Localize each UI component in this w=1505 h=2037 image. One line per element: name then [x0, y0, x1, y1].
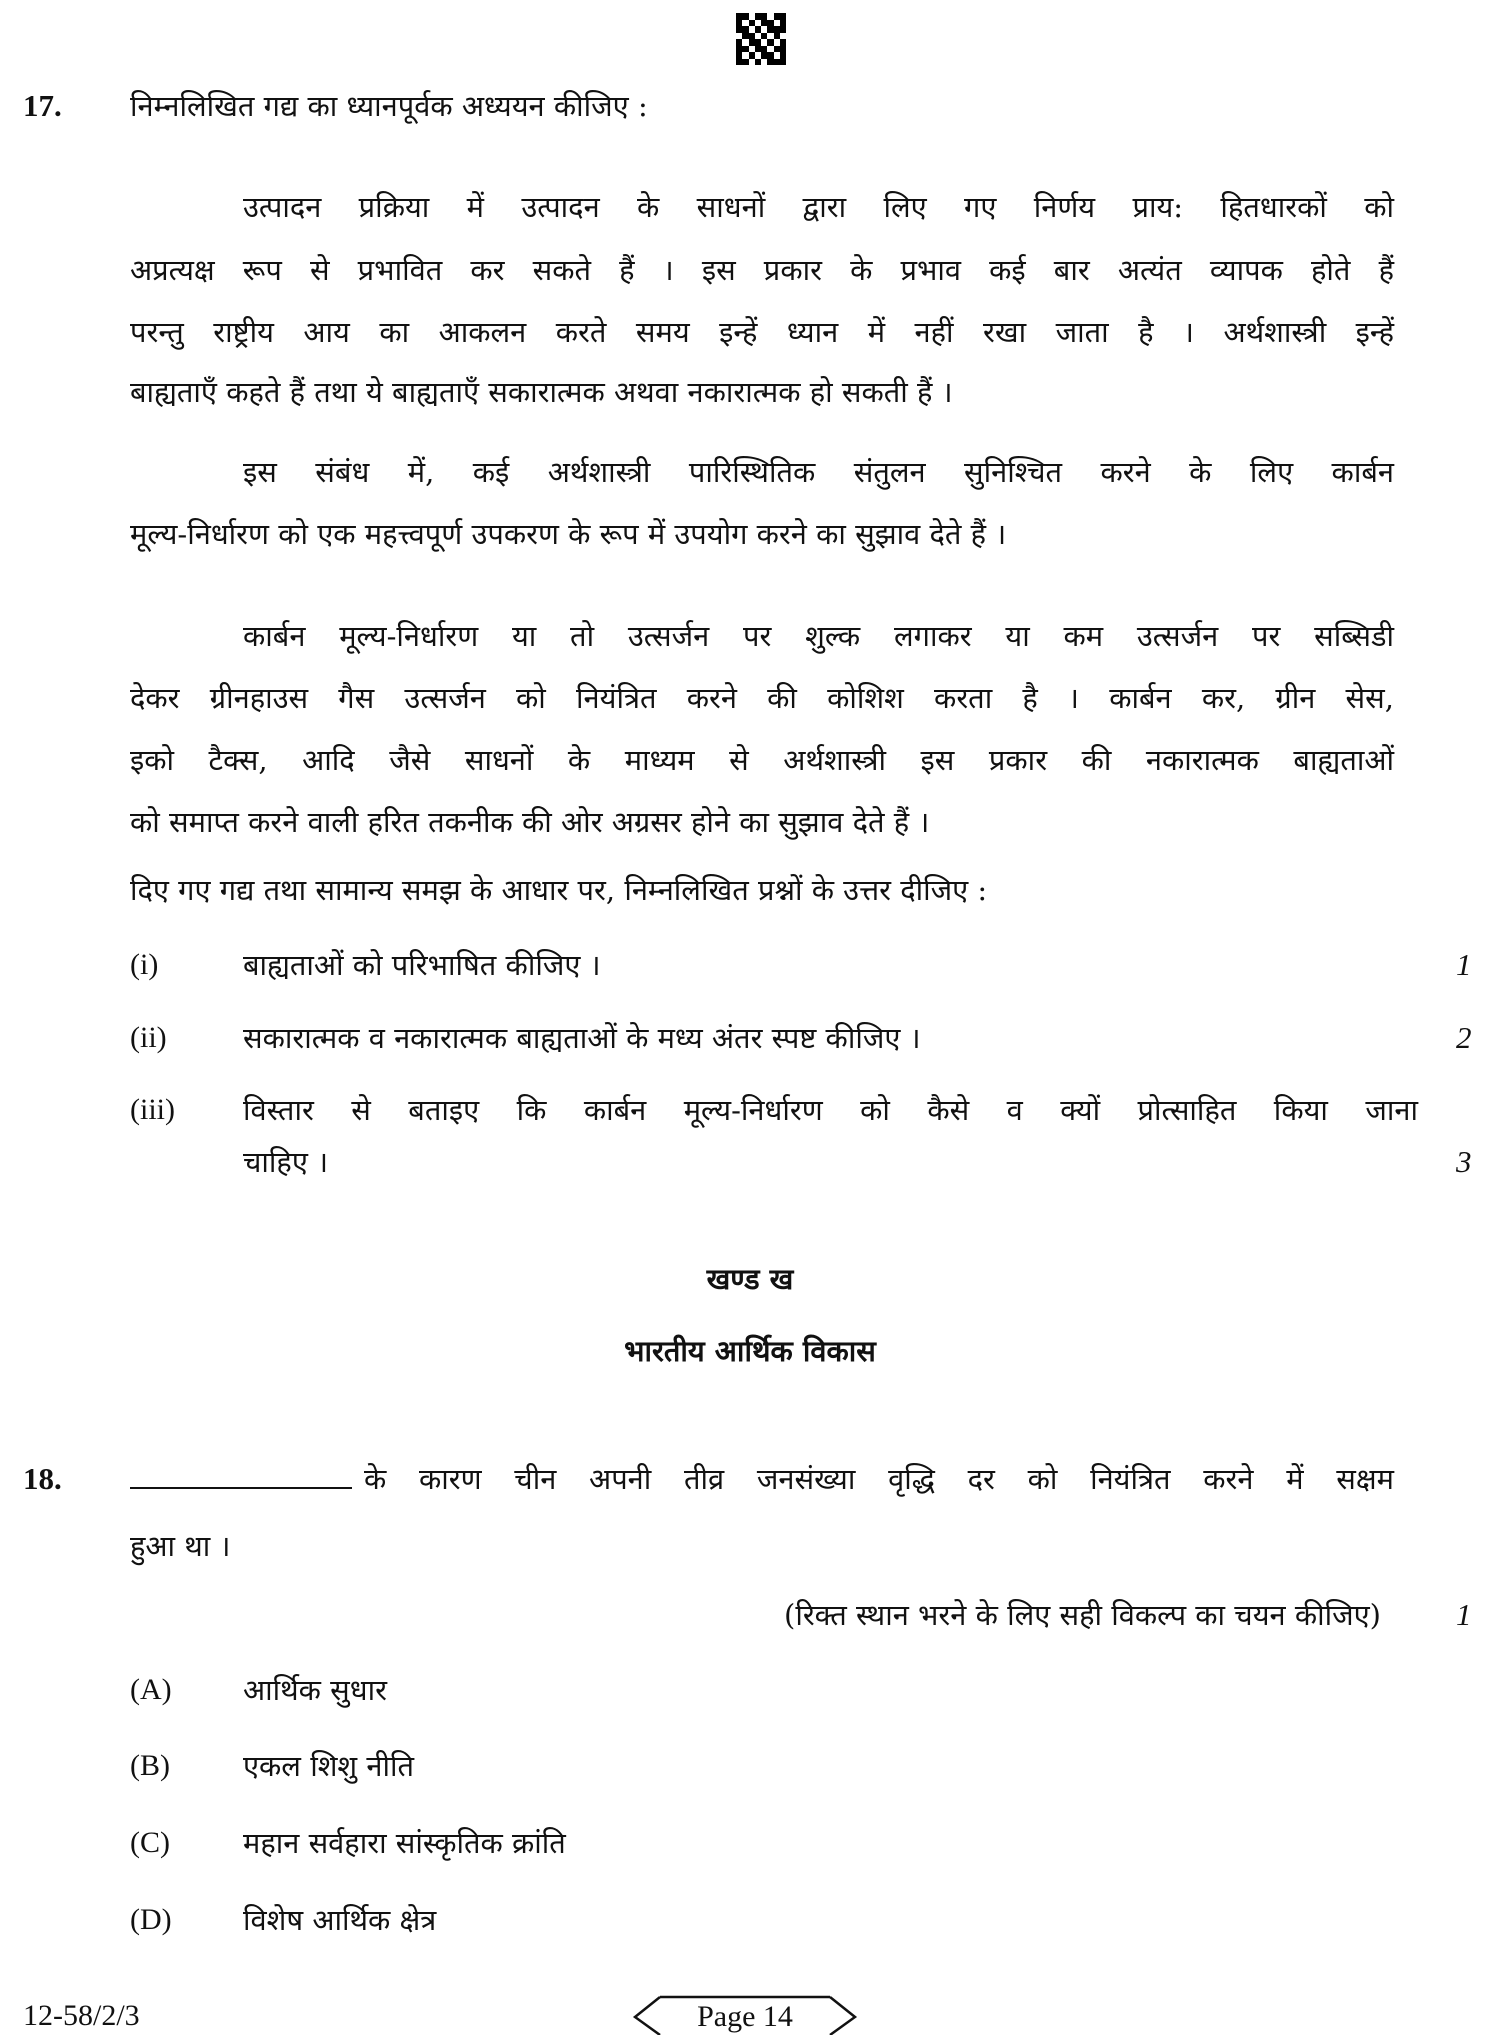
option-text: आर्थिक सुधार [243, 1673, 387, 1707]
subquestion-label: (ii) [130, 1021, 167, 1054]
question-hint: (रिक्त स्थान भरने के लिए सही विकल्प का चयन कीजिए) [784, 1598, 1381, 1632]
passage-line: कार्बन मूल्य-निर्धारण या तो उत्सर्जन पर शुल्क लगाकर या कम उत्सर्जन पर सब्सिडी [243, 619, 1394, 653]
subquestion-text: विस्तार से बताइए कि कार्बन मूल्य-निर्धारण को कैसे व क्यों प्रोत्साहित किया जाना [243, 1093, 1418, 1127]
fill-in-blank [130, 1459, 352, 1489]
question-instruction: निम्नलिखित गद्य का ध्यानपूर्वक अध्ययन कीजिए : [130, 89, 648, 123]
paper-code: 12-58/2/3 [23, 1999, 140, 2032]
option-text: महान सर्वहारा सांस्कृतिक क्रांति [243, 1826, 566, 1860]
subquestion-label: (i) [130, 948, 159, 981]
subquestion-text-continued: चाहिए । [243, 1145, 329, 1179]
passage-line: बाह्यताएँ कहते हैं तथा ये बाह्यताएँ सकारात्मक अथवा नकारात्मक हो सकती हैं । [130, 375, 953, 409]
question-text: के कारण चीन अपनी तीव्र जनसंख्या वृद्धि दर को नियंत्रित करने में सक्षम [364, 1462, 1394, 1496]
passage-line: मूल्य-निर्धारण को एक महत्त्वपूर्ण उपकरण के रूप में उपयोग करने का सुझाव देते हैं । [130, 517, 1007, 551]
passage-line: परन्तु राष्ट्रीय आय का आकलन करते समय इन्हें ध्यान में नहीं रखा जाता है । अर्थशास्त्री इन्हें [130, 315, 1394, 349]
question-text-continued: हुआ था । [130, 1529, 231, 1563]
passage-line: देकर ग्रीनहाउस गैस उत्सर्जन को नियंत्रित करने की कोशिश करता है । कार्बन कर, ग्रीन सेस, [130, 681, 1394, 715]
option-label: (D) [130, 1903, 172, 1936]
questions-prompt: दिए गए गद्य तथा सामान्य समझ के आधार पर, निम्नलिखित प्रश्नों के उत्तर दीजिए : [130, 873, 988, 907]
option-label: (A) [130, 1673, 172, 1706]
passage-line: उत्पादन प्रक्रिया में उत्पादन के साधनों द्वारा लिए गए निर्णय प्राय: हितधारकों को [243, 190, 1394, 224]
question-number: 17. [23, 88, 62, 123]
question-number: 18. [23, 1461, 62, 1496]
subquestion-text: सकारात्मक व नकारात्मक बाह्यताओं के मध्य अंतर स्पष्ट कीजिए । [243, 1021, 921, 1055]
passage-line: इको टैक्स, आदि जैसे साधनों के माध्यम से अर्थशास्त्री इस प्रकार की नकारात्मक बाह्यताओं [130, 743, 1394, 777]
passage-line: को समाप्त करने वाली हरित तकनीक की ओर अग्रसर होने का सुझाव देते हैं । [130, 805, 930, 839]
option-label: (C) [130, 1826, 170, 1859]
option-text: एकल शिशु नीति [243, 1749, 415, 1783]
subquestion-marks: 1 [1456, 947, 1472, 982]
question-marks: 1 [1456, 1597, 1472, 1632]
subquestion-marks: 2 [1456, 1020, 1472, 1055]
section-subtitle: भारतीय आर्थिक विकास [624, 1334, 876, 1368]
subquestion-text: बाह्यताओं को परिभाषित कीजिए । [243, 948, 601, 982]
question-line [130, 1459, 1394, 1499]
page-number-tag [630, 1995, 870, 2035]
subquestion-label: (iii) [130, 1093, 175, 1126]
passage-line: इस संबंध में, कई अर्थशास्त्री पारिस्थितिक संतुलन सुनिश्चित करने के लिए कार्बन [243, 455, 1394, 489]
page-number: Page 14 [697, 2000, 793, 2033]
option-text: विशेष आर्थिक क्षेत्र [243, 1903, 437, 1937]
section-title: खण्ड ख [706, 1262, 794, 1296]
option-label: (B) [130, 1749, 170, 1782]
passage-line: अप्रत्यक्ष रूप से प्रभावित कर सकते हैं । इस प्रकार के प्रभाव कई बार अत्यंत व्यापक होते हैं [130, 253, 1394, 287]
qr-code [736, 13, 786, 65]
subquestion-marks: 3 [1456, 1144, 1472, 1179]
